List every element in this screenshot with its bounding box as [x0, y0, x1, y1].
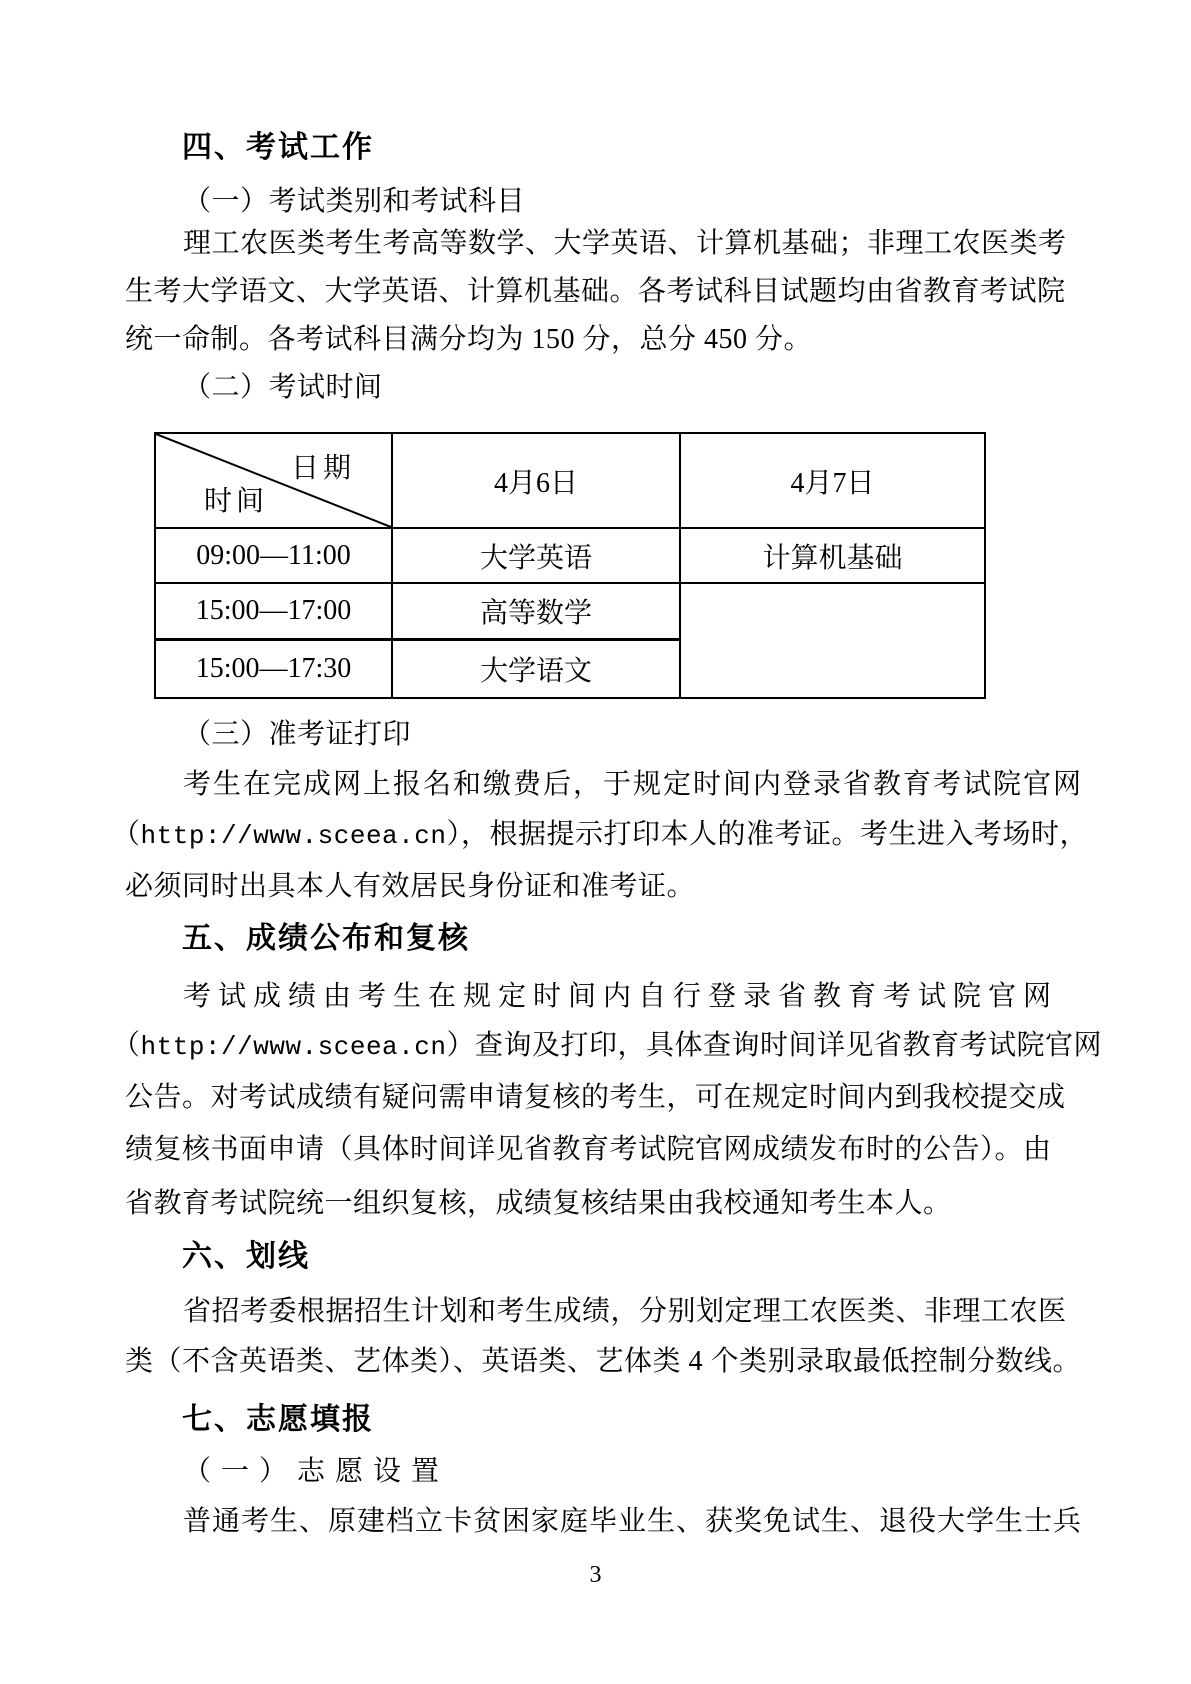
time-cell: 15:00—17:30 — [155, 639, 392, 698]
subject-cell: 大学英语 — [392, 528, 680, 583]
doc-line: 生考大学语文、大学英语、计算机基础。各考试科目试题均由省教育考试院 — [125, 276, 1066, 307]
day-header-cell: 4月7日 — [680, 433, 985, 528]
doc-line: 理工农医类考生考高等数学、大学英语、计算机基础；非理工农医类考 — [183, 228, 1067, 259]
section-4-sub-3: （三）准考证打印 — [183, 719, 412, 750]
doc-line: 考生在完成网上报名和缴费后，于规定时间内登录省教育考试院官网 — [183, 769, 1084, 800]
doc-line: 普通考生、原建档立卡贫困家庭毕业生、获奖免试生、退役大学生士兵 — [183, 1506, 1083, 1537]
section-4-heading: 四、考试工作 — [182, 131, 374, 164]
section-7-sub-1: （一）志愿设置 — [183, 1456, 450, 1487]
doc-line: 绩复核书面申请（具体时间详见省教育考试院官网成绩发布时的公告）。由 — [125, 1134, 1052, 1165]
exam-timetable — [154, 432, 986, 699]
subject-cell: 大学语文 — [392, 639, 680, 698]
doc-line-rest: ）查询及打印，具体查询时间详见省教育考试院官网 — [446, 1030, 1102, 1061]
subject-cell-empty — [680, 583, 985, 698]
website-url: http://www.sceea.cn — [140, 1032, 447, 1062]
day-header-cell: 4月6日 — [392, 433, 680, 528]
section-5-heading: 五、成绩公布和复核 — [182, 922, 470, 955]
corner-header-cell — [155, 433, 392, 528]
doc-line: 省教育考试院统一组织复核，成绩复核结果由我校通知考生本人。 — [125, 1188, 952, 1219]
doc-line — [112, 1029, 1102, 1064]
time-cell: 09:00—11:00 — [155, 528, 392, 583]
doc-line: 必须同时出具本人有效居民身份证和准考证。 — [125, 871, 696, 902]
diagonal-line — [156, 434, 391, 527]
doc-line-rest: ），根据提示打印本人的准考证。考生进入考场时， — [446, 819, 1088, 850]
paren: （ — [112, 819, 141, 850]
doc-line: 类（不含英语类、艺体类）、英语类、艺体类 4 个类别录取最低控制分数线。 — [125, 1346, 1082, 1377]
doc-line — [112, 818, 1088, 853]
corner-date-label: 日期 — [290, 453, 355, 484]
paren: （ — [112, 1030, 141, 1061]
time-cell: 15:00—17:00 — [155, 583, 392, 639]
doc-line: 省招考委根据招生计划和考生成绩，分别划定理工农医类、非理工农医 — [183, 1296, 1067, 1327]
section-4-sub-2: （二）考试时间 — [183, 372, 383, 403]
doc-line: 公告。对考试成绩有疑问需申请复核的考生，可在规定时间内到我校提交成 — [125, 1082, 1066, 1113]
section-7-heading: 七、志愿填报 — [182, 1403, 374, 1436]
corner-time-label: 时间 — [204, 486, 269, 517]
section-4-sub-1: （一）考试类别和考试科目 — [183, 186, 526, 217]
subject-cell: 计算机基础 — [680, 528, 985, 583]
website-url: http://www.sceea.cn — [140, 821, 447, 851]
doc-line: 统一命制。各考试科目满分均为 150 分，总分 450 分。 — [125, 324, 813, 355]
subject-cell: 高等数学 — [392, 583, 680, 639]
doc-line: 考试成绩由考生在规定时间内自行登录省教育考试院官网 — [183, 981, 1059, 1012]
page-number: 3 — [589, 1562, 602, 1588]
section-6-heading: 六、划线 — [182, 1240, 310, 1273]
